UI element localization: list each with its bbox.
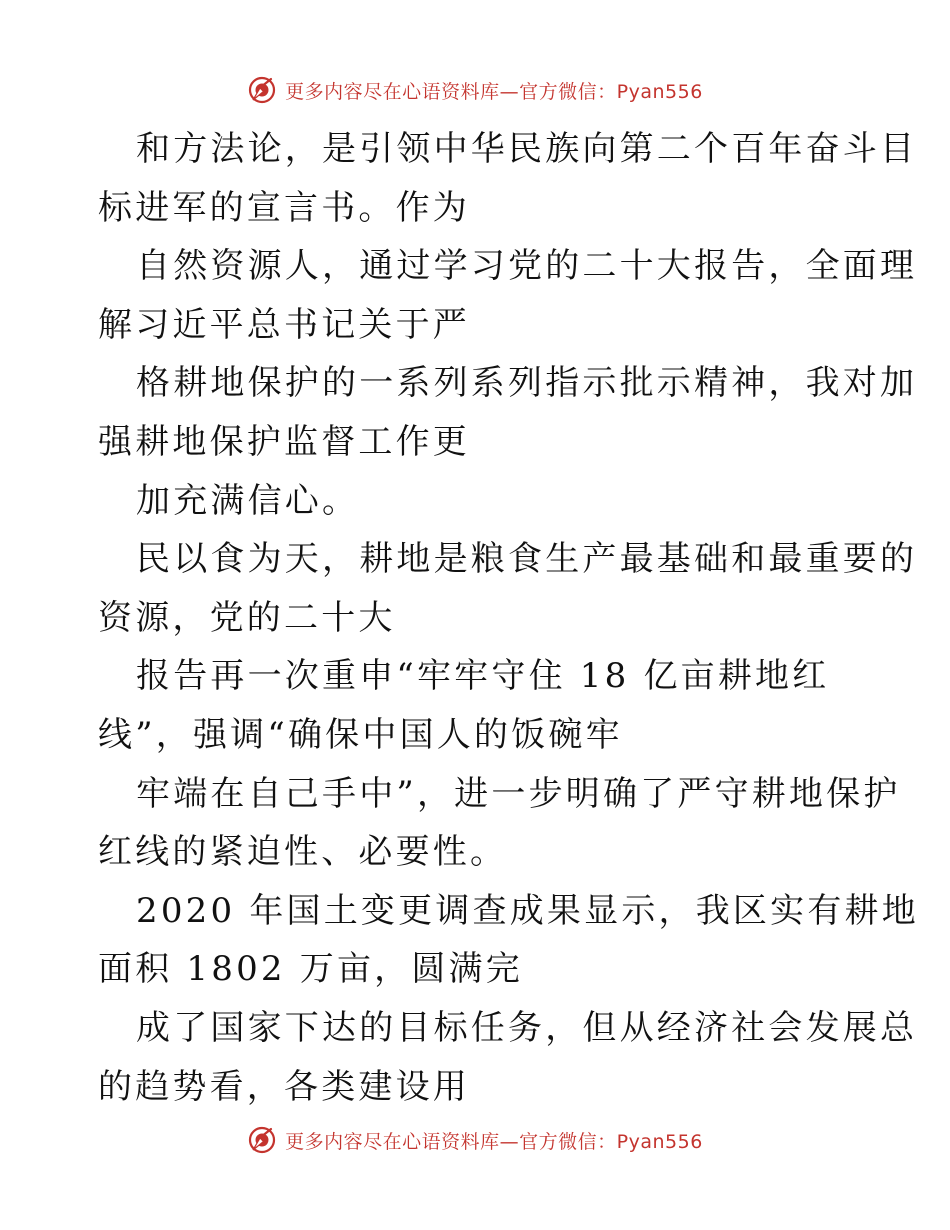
text-line: 强耕地保护监督工作更 xyxy=(98,421,470,462)
text-line: 线”，强调“确保中国人的饭碗牢 xyxy=(98,714,623,755)
text-line: 资源，党的二十大 xyxy=(98,597,396,638)
banner-label: 更多内容尽在心语资料库—官方微信： xyxy=(285,80,617,103)
footer-watermark-banner xyxy=(0,1120,950,1160)
text-line: 民以食为天，耕地是粮食生产最基础和最重要的 xyxy=(136,539,918,580)
document-body xyxy=(98,120,919,1116)
pen-logo-icon xyxy=(247,1125,277,1155)
text-line: 格耕地保护的一系列系列指示批示精神，我对加 xyxy=(136,363,918,404)
text-line: 解习近平总书记关于严 xyxy=(98,304,470,345)
pen-logo-icon xyxy=(247,75,277,105)
text-line: 红线的紧迫性、必要性。 xyxy=(98,832,508,873)
header-watermark-banner xyxy=(0,70,950,110)
text-line: 牢端在自己手中”，进一步明确了严守耕地保护 xyxy=(136,773,901,814)
wechat-id: Pyan556 xyxy=(616,80,703,103)
text-line: 加充满信心。 xyxy=(136,480,360,521)
banner-label: 更多内容尽在心语资料库—官方微信： xyxy=(285,1130,617,1153)
wechat-id: Pyan556 xyxy=(616,1130,703,1153)
text-line: 报告再一次重申“牢牢守住 18 亿亩耕地红 xyxy=(136,656,830,697)
text-line: 和方法论，是引领中华民族向第二个百年奋斗目 xyxy=(136,129,918,169)
text-line: 2020 年国土变更调查成果显示，我区实有耕地 xyxy=(136,890,919,931)
text-line: 的趋势看，各类建设用 xyxy=(98,1066,470,1107)
text-line: 标进军的宣言书。作为 xyxy=(98,187,470,228)
text-line: 面积 1802 万亩，圆满完 xyxy=(98,949,523,990)
text-line: 自然资源人，通过学习党的二十大报告，全面理 xyxy=(136,246,918,287)
text-line: 成了国家下达的目标任务，但从经济社会发展总 xyxy=(136,1007,918,1048)
